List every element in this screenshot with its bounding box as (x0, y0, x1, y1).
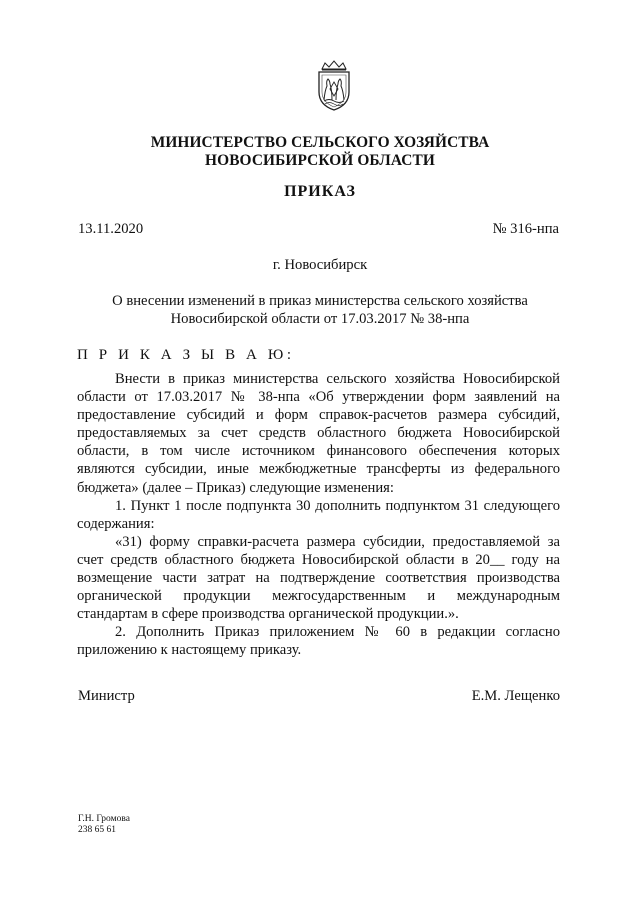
subject-line2: Новосибирской области от 17.03.2017 № 38-нпа (170, 311, 470, 327)
subject-line1: О внесении изменений в приказ министерства сельского хозяйства (112, 293, 528, 309)
signatory-position: Министр (78, 688, 135, 704)
ministry-name-line2: НОВОСИБИРСКОЙ ОБЛАСТИ (205, 152, 435, 169)
coat-of-arms-icon (314, 60, 354, 112)
document-body (77, 370, 560, 660)
body-paragraph: 2. Дополнить Приказ приложением № 60 в редакции согласно приложению к настоящему приказу. (77, 624, 560, 659)
ministry-name-line1: МИНИСТЕРСТВО СЕЛЬСКОГО ХОЗЯЙСТВА (150, 134, 490, 151)
document-city: г. Новосибирск (272, 257, 368, 273)
body-paragraph: Внести в приказ министерства сельского хозяйства Новосибирской области от 17.03.2017 № 38-нпа «Об утверждении форм заявлений на предоставление субсидий и форм справок-расчетов размера субсидий, предоставляемых за счет средств областного бюджета Новосибирской области, в том числе источником финансового обеспечения которых являются субсидии, иные межбюджетные трансферты из федерального бюджета» (далее – Приказ) следующие изменения: (77, 371, 560, 496)
signatory-name: Е.М. Лещенко (471, 688, 560, 704)
document-number: № 316-нпа (492, 221, 559, 237)
body-paragraph: «31) форму справки-расчета размера субсидии, предоставляемой за счет средств областного бюджета Новосибирской области в 20__ году на возмещение части затрат на подтверждение соответствия производства органической продукции межгосударственным и международным стандартам в сфере производства органической продукции.». (77, 533, 560, 623)
document-type: ПРИКАЗ (284, 183, 356, 200)
executor-phone: 238 65 61 (78, 825, 116, 835)
order-word: П Р И К А З Ы В А Ю: (77, 347, 295, 363)
body-paragraph: 1. Пункт 1 после подпункта 30 дополнить подпунктом 31 следующего содержания: (77, 497, 560, 532)
ministry-name (40, 134, 600, 170)
executor-info (78, 814, 130, 836)
document-subject (60, 292, 580, 328)
executor-name: Г.Н. Громова (78, 814, 130, 824)
document-date: 13.11.2020 (78, 221, 144, 237)
